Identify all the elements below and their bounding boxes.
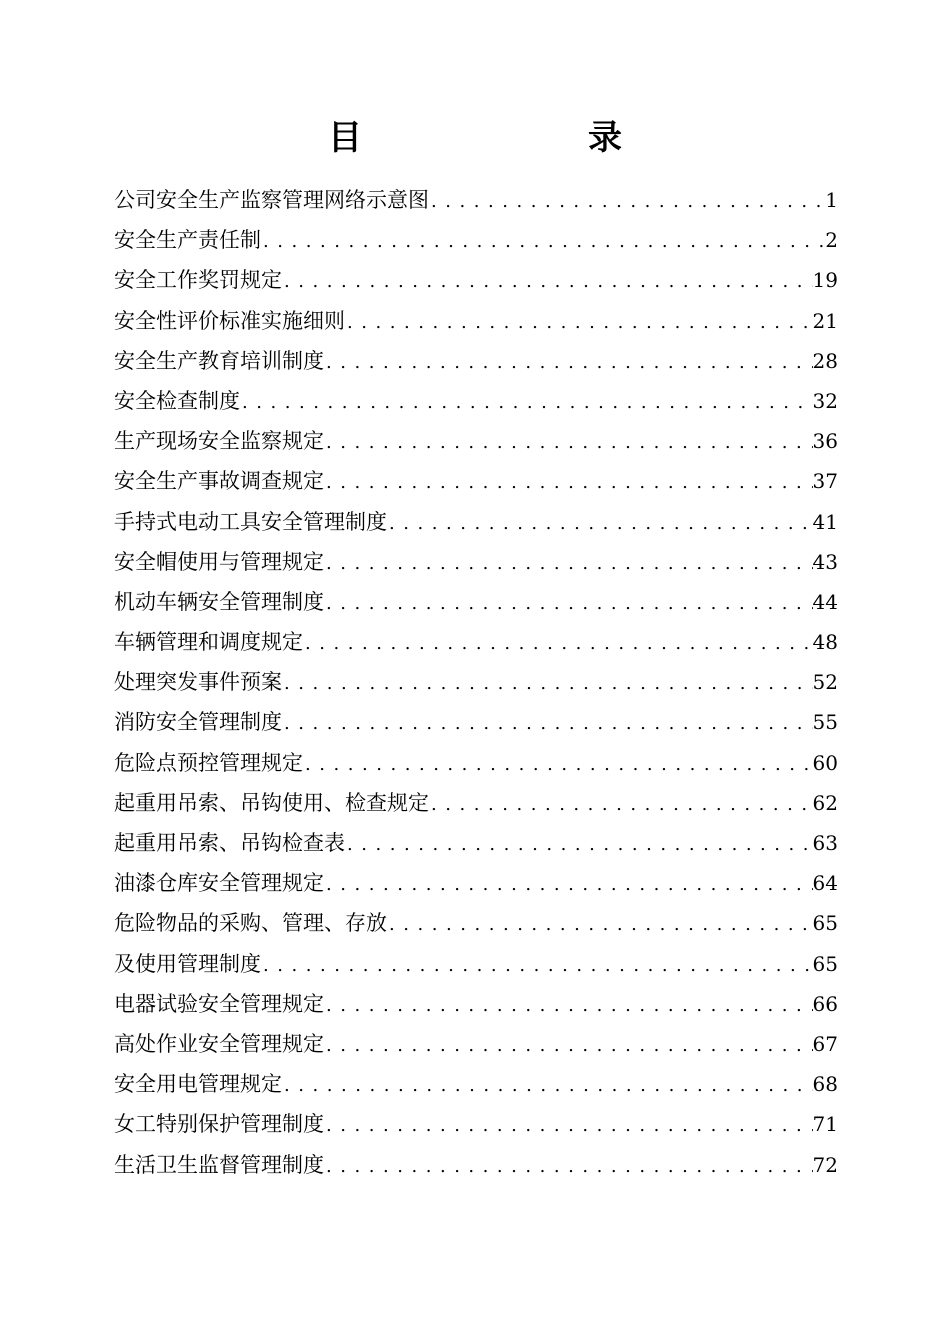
- toc-dot-leader: [240, 383, 813, 423]
- toc-entry-page-number: 65: [812, 951, 838, 976]
- toc-entry-page-number: 63: [812, 831, 838, 855]
- toc-dot-leader: [324, 865, 813, 905]
- toc-entry-page-number: 43: [812, 549, 838, 574]
- toc-dot-leader: [324, 1106, 813, 1146]
- toc-entry: [114, 984, 838, 1024]
- toc-dot-leader: [429, 182, 825, 222]
- toc-entry-label: 起重用吊索、吊钩检查表: [114, 831, 345, 855]
- toc-dot-leader: [282, 1066, 813, 1106]
- toc-entry: [114, 542, 838, 582]
- toc-dot-leader: [345, 303, 813, 343]
- toc-entry-label: 安全生产事故调查规定: [114, 469, 324, 494]
- toc-entry: [114, 1145, 838, 1185]
- toc-entry-label: 公司安全生产监察管理网络示意图: [114, 188, 429, 212]
- toc-entry-page-number: 48: [812, 630, 838, 655]
- toc-dot-leader: [387, 905, 813, 945]
- toc-entry: [114, 1104, 838, 1144]
- toc-entry-label: 危险点预控管理规定: [114, 750, 303, 775]
- toc-entry-label: 安全用电管理规定: [114, 1072, 282, 1097]
- toc-entry-label: 高处作业安全管理规定: [114, 1031, 324, 1056]
- toc-dot-leader: [261, 222, 825, 262]
- toc-entry: [114, 582, 838, 622]
- toc-entry-page-number: 52: [812, 670, 838, 695]
- toc-entry-page-number: 60: [812, 750, 838, 775]
- toc-entry: [114, 823, 838, 863]
- toc-dot-leader: [303, 745, 813, 785]
- toc-entry: [114, 743, 838, 783]
- toc-entry-label: 安全工作奖罚规定: [114, 268, 282, 293]
- toc-entry-label: 手持式电动工具安全管理制度: [114, 509, 387, 534]
- toc-entry-page-number: 68: [812, 1072, 838, 1097]
- toc-dot-leader: [282, 664, 813, 704]
- page-title: 目 录: [328, 118, 718, 158]
- toc-dot-leader: [324, 584, 813, 624]
- toc-entry-page-number: 28: [812, 348, 838, 373]
- toc-dot-leader: [282, 262, 813, 302]
- toc-entry-page-number: 37: [812, 469, 838, 494]
- toc-entry-page-number: 72: [812, 1152, 838, 1177]
- toc-entry-label: 安全性评价标准实施细则: [114, 308, 345, 333]
- toc-entry: [114, 622, 838, 662]
- toc-entry: [114, 260, 838, 300]
- toc-entry-page-number: 65: [812, 911, 838, 936]
- toc-entry: [114, 301, 838, 341]
- toc-entry-page-number: 55: [812, 710, 838, 735]
- toc-entry-label: 车辆管理和调度规定: [114, 630, 303, 655]
- toc-entry: [114, 381, 838, 421]
- toc-entry-label: 机动车辆安全管理制度: [114, 589, 324, 614]
- toc-entry-page-number: 1: [825, 188, 838, 212]
- toc-entry: [114, 341, 838, 381]
- toc-entry-page-number: 36: [812, 429, 838, 454]
- toc-dot-leader: [324, 1026, 813, 1066]
- toc-entry: [114, 662, 838, 702]
- toc-entry-page-number: 32: [812, 388, 838, 413]
- toc-entry: [114, 220, 838, 260]
- toc-entry-page-number: 64: [812, 871, 838, 896]
- toc-dot-leader: [324, 423, 813, 463]
- toc-entry-page-number: 2: [825, 228, 838, 253]
- toc-dot-leader: [324, 463, 813, 503]
- toc-dot-leader: [324, 343, 813, 383]
- toc-entry-label: 消防安全管理制度: [114, 710, 282, 735]
- toc-dot-leader: [345, 825, 813, 865]
- toc-entry: [114, 702, 838, 742]
- toc-dot-leader: [282, 704, 813, 744]
- toc-entry: [114, 863, 838, 903]
- toc-dot-leader: [387, 504, 813, 544]
- toc-entry: [114, 1064, 838, 1104]
- toc-entry: [114, 180, 838, 220]
- toc-entry-page-number: 19: [812, 268, 838, 293]
- toc-dot-leader: [429, 785, 813, 825]
- toc-entry: [114, 502, 838, 542]
- toc-entry: [114, 421, 838, 461]
- toc-entry: [114, 903, 838, 943]
- toc-entry-label: 油漆仓库安全管理规定: [114, 871, 324, 896]
- toc-entry-label: 及使用管理制度: [114, 951, 261, 976]
- toc-entry-label: 生活卫生监督管理制度: [114, 1152, 324, 1177]
- toc-entry-page-number: 41: [812, 509, 838, 534]
- toc-entry-label: 安全帽使用与管理规定: [114, 549, 324, 574]
- toc-entry-label: 生产现场安全监察规定: [114, 429, 324, 454]
- toc-dot-leader: [324, 1147, 813, 1187]
- toc-entry-page-number: 66: [812, 991, 838, 1016]
- toc-entry-label: 安全生产教育培训制度: [114, 348, 324, 373]
- toc-dot-leader: [261, 946, 813, 986]
- toc-entry-page-number: 21: [812, 308, 838, 333]
- toc-entry: [114, 783, 838, 823]
- toc-entry-label: 起重用吊索、吊钩使用、检查规定: [114, 790, 429, 815]
- toc-entry-page-number: 62: [812, 790, 838, 815]
- toc-entry-page-number: 67: [812, 1031, 838, 1056]
- toc-entry-page-number: 44: [812, 589, 838, 614]
- toc-entry-label: 电器试验安全管理规定: [114, 991, 324, 1016]
- toc-entry-label: 危险物品的采购、管理、存放: [114, 911, 387, 936]
- toc-dot-leader: [324, 986, 813, 1026]
- toc-entry: [114, 461, 838, 501]
- toc-entry-label: 安全生产责任制: [114, 228, 261, 253]
- toc-dot-leader: [324, 544, 813, 584]
- toc-dot-leader: [303, 624, 813, 664]
- toc-entry-label: 安全检查制度: [114, 388, 240, 413]
- toc-entry: [114, 1024, 838, 1064]
- toc-entry: [114, 944, 838, 984]
- toc-entry-label: 处理突发事件预案: [114, 670, 282, 695]
- toc-entry-page-number: 71: [812, 1112, 838, 1137]
- toc-entry-label: 女工特别保护管理制度: [114, 1112, 324, 1137]
- table-of-contents: [114, 180, 838, 1185]
